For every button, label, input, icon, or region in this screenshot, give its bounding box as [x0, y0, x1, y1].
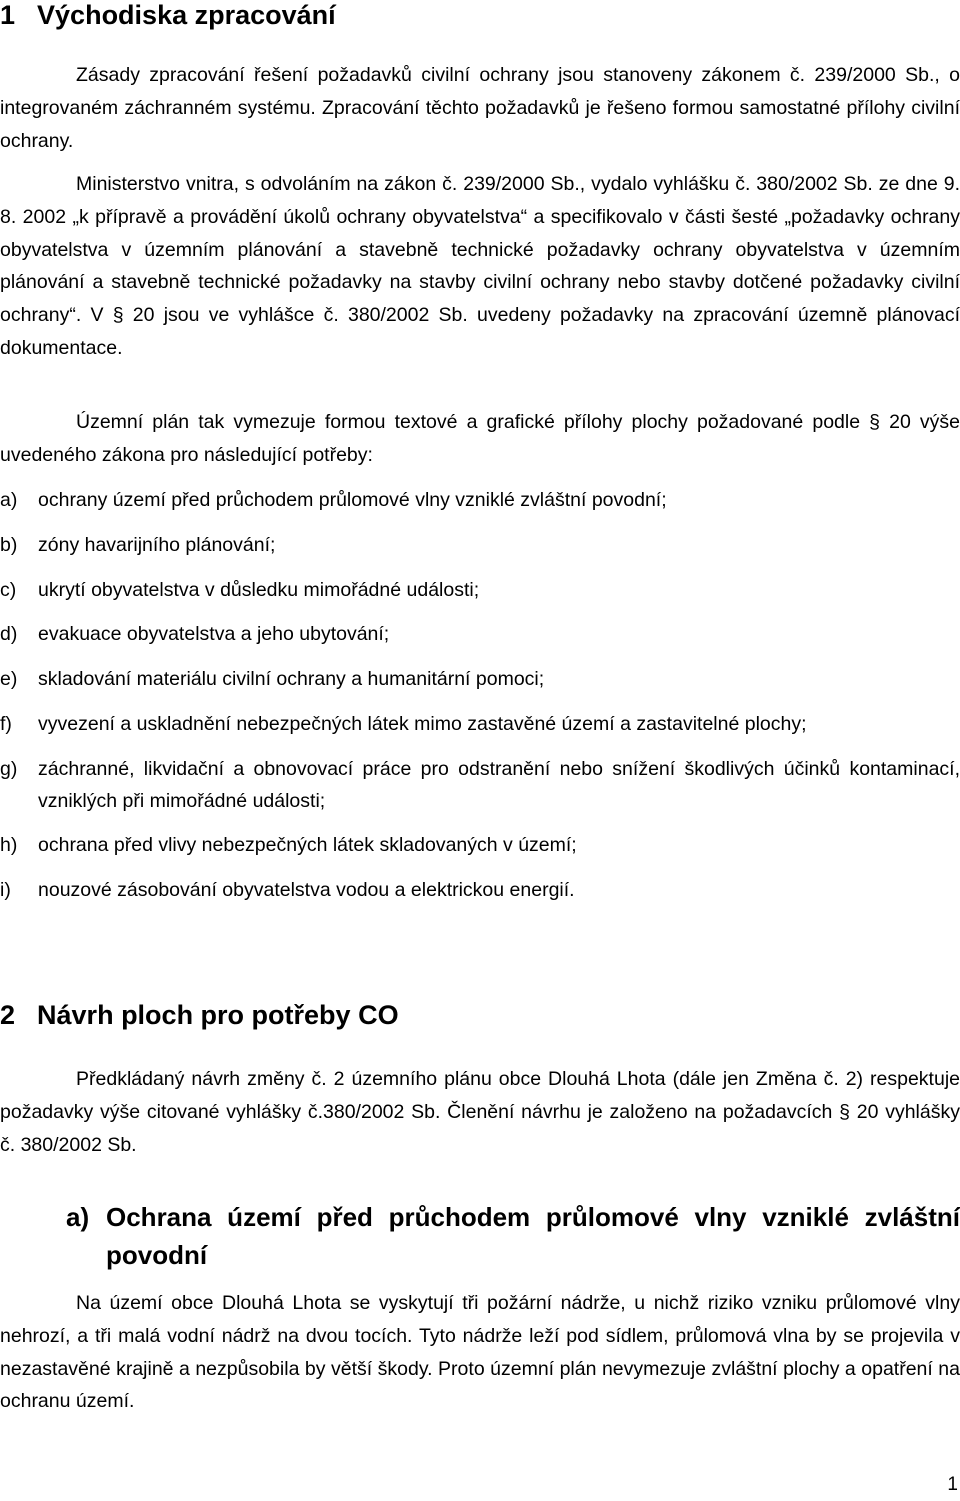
list-item-text: ukrytí obyvatelstva v důsledku mimořádné události;	[38, 579, 480, 601]
section-1-title: Východiska zpracování	[37, 0, 336, 30]
intro-paragraph-3	[0, 406, 960, 472]
list-item-label: i)	[0, 879, 11, 901]
list-item-text: ochrany území před průchodem průlomové vlny vzniklé zvláštní povodní;	[38, 489, 667, 511]
section-2-paragraph-text: Předkládaný návrh změny č. 2 územního plánu obce Dlouhá Lhota (dále jen Změna č. 2) respektuje požadavky výše citované vyhlášky č.380/2002 Sb. Členění návrhu je založeno na požadavcích § 20 vyhlášky č. 380/2002 Sb.	[0, 1068, 960, 1156]
section-2-paragraph	[0, 1063, 960, 1161]
section-2-title: Návrh ploch pro potřeby CO	[37, 1000, 399, 1030]
list-item-text: skladování materiálu civilní ochrany a humanitární pomoci;	[38, 668, 545, 690]
list-item-label: h)	[0, 834, 18, 856]
list-item-text: evakuace obyvatelstva a jeho ubytování;	[38, 623, 390, 645]
intro-paragraph-2	[0, 168, 960, 365]
section-2-heading	[0, 1000, 399, 1030]
list-item-text: nouzové zásobování obyvatelstva vodou a elektrickou energií.	[38, 879, 575, 901]
list-item-label: b)	[0, 534, 18, 556]
list-item-label: e)	[0, 668, 18, 690]
list-item-text: vyvezení a uskladnění nebezpečných látek mimo zastavěné území a zastavitelné plochy;	[38, 713, 807, 735]
list-item-text: ochrana před vlivy nebezpečných látek skladovaných v území;	[38, 834, 577, 856]
intro-paragraph-2-text: Ministerstvo vnitra, s odvoláním na zákon č. 239/2000 Sb., vydalo vyhlášku č. 380/2002 Sb. ze dne 9. 8. 2002 „k přípravě a provádění úkolů ochrany obyvatelstva“ a specifikovalo v části šesté „požadavky ochrany obyvatelstva v územním plánování a stavebně technické požadavky ochrany obyvatelstva v územním plánování a stavebně technické požadavky na stavby civilní ochrany nebo stavby dotčené požadavky civilní ochrany“. V § 20 jsou ve vyhlášce č. 380/2002 Sb. uvedeny požadavky na zpracování územně plánovací dokumentace.	[0, 173, 960, 359]
list-item-text: záchranné, likvidační a obnovovací práce pro odstranění nebo snížení škodlivých účinků kontaminací, vzniklých při mimořádné události;	[38, 758, 960, 812]
page-number: 1	[947, 1474, 958, 1495]
list-item-label: c)	[0, 579, 17, 601]
subsection-a-label: a)	[66, 1202, 90, 1232]
list-item-label: a)	[0, 489, 18, 511]
intro-paragraph-1-text: Zásady zpracování řešení požadavků civilní ochrany jsou stanoveny zákonem č. 239/2000 Sb., o integrovaném záchranném systému. Zpracování těchto požadavků je řešeno formou samostatné přílohy civilní ochrany.	[0, 64, 960, 152]
intro-paragraph-3-text: Územní plán tak vymezuje formou textové a grafické přílohy plochy požadované podle § 20 výše uvedeného zákona pro následující potřeby:	[0, 411, 960, 466]
subsection-a-paragraph	[0, 1287, 960, 1418]
section-1-number: 1	[0, 0, 16, 30]
list-item-label: d)	[0, 623, 18, 645]
list-item-text: zóny havarijního plánování;	[38, 534, 276, 556]
section-2-number: 2	[0, 1000, 16, 1030]
intro-paragraph-1	[0, 59, 960, 157]
subsection-a-paragraph-text: Na území obce Dlouhá Lhota se vyskytují tři požární nádrže, u nichž riziko vzniku průlomové vlny nehrozí, a tři malá vodní nádrž na dvou tocích. Tyto nádrže leží pod sídlem, průlomová vlna by se projevila v nezastavěné krajině a nezpůsobila by větší škody. Proto územní plán nevymezuje zvláštní plochy a opatření na ochranu území.	[0, 1292, 960, 1413]
list-item-label: g)	[0, 758, 18, 780]
list-item-label: f)	[0, 713, 12, 735]
section-1-heading	[0, 0, 336, 30]
subsection-a-title: Ochrana území před průchodem průlomové vlny vzniklé zvláštní povodní	[106, 1202, 960, 1270]
